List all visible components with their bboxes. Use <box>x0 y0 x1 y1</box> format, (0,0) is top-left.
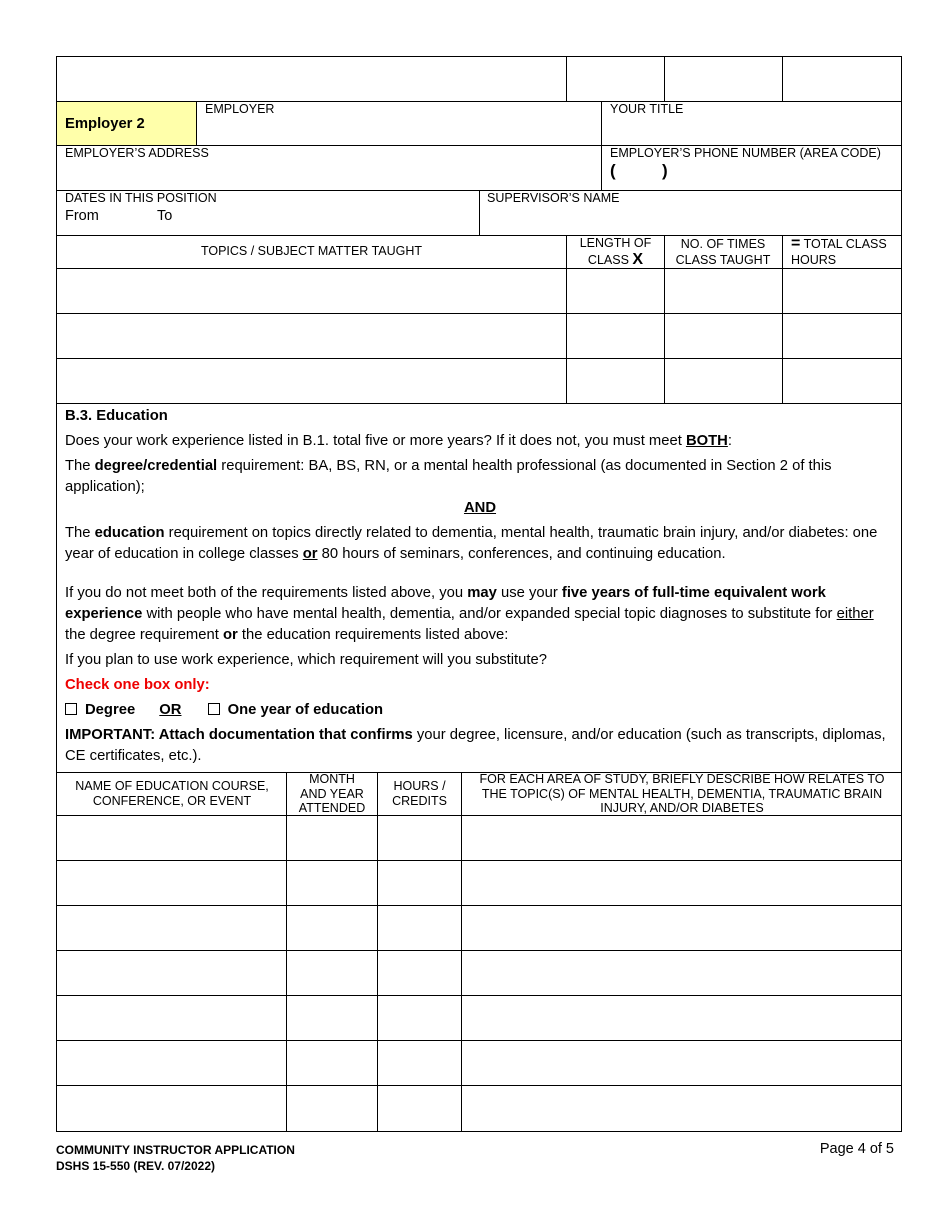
multiply-symbol: X <box>632 250 644 268</box>
month-year-cell[interactable] <box>287 951 377 995</box>
employer-2-tag-label: Employer 2 <box>65 116 145 132</box>
describe-cell[interactable] <box>462 906 901 950</box>
experience-question <box>65 431 895 452</box>
col-month-year-header <box>287 772 377 816</box>
important-bold: IMPORTANT: Attach documentation that confirms <box>65 727 413 743</box>
sub-post1: with people who have mental health, dementia, and/or expanded special topic diagnoses to substitute for <box>146 606 833 622</box>
hours-cell[interactable] <box>378 816 461 860</box>
employer-label: EMPLOYER <box>205 102 275 116</box>
col-topics-header: TOPICS / SUBJECT MATTER TAUGHT <box>200 244 423 258</box>
employer-phone-field[interactable] <box>610 146 900 189</box>
col-total-header <box>791 236 899 268</box>
edu-pre: The <box>65 525 91 541</box>
degree-option-label: Degree <box>85 702 136 718</box>
experience-question-text: Does your work experience listed in B.1. total five or more years? If it does not, you must meet <box>65 433 682 449</box>
course-name-cell[interactable] <box>57 861 286 905</box>
course-name-cell[interactable] <box>57 816 286 860</box>
rule <box>566 56 567 101</box>
degree-bold: degree/credential <box>94 458 218 474</box>
sub-post2: the degree requirement <box>65 627 219 643</box>
col-times-header: NO. OF TIMES CLASS TAUGHT <box>675 237 771 267</box>
employer-field[interactable] <box>205 102 595 144</box>
to-label: To <box>157 208 173 224</box>
footer-title: COMMUNITY INSTRUCTOR APPLICATION <box>56 1143 295 1157</box>
times-cell[interactable] <box>665 269 782 313</box>
col-course-name-header: NAME OF EDUCATION COURSE, CONFERENCE, OR EVENT <box>75 779 269 808</box>
describe-cell[interactable] <box>462 861 901 905</box>
supervisor-name-label: SUPERVISOR’S NAME <box>487 191 620 205</box>
degree-post: requirement: BA, BS, RN, or a mental health professional (as documented in Section 2 of this application); <box>65 458 832 495</box>
month-year-cell[interactable] <box>287 861 377 905</box>
col-hours-line2: CREDITS <box>392 793 447 808</box>
supervisor-name-field[interactable] <box>487 191 897 234</box>
course-name-cell[interactable] <box>57 1086 286 1131</box>
your-title-field[interactable] <box>610 102 895 144</box>
one-year-option-label: One year of education <box>227 702 384 718</box>
times-cell[interactable] <box>665 314 782 358</box>
topic-cell[interactable] <box>57 269 566 313</box>
rule <box>601 101 602 190</box>
sub-either: either <box>836 606 874 622</box>
employer-phone-label: EMPLOYER’S PHONE NUMBER (AREA CODE) <box>610 146 881 160</box>
important-note <box>65 725 895 767</box>
equals-symbol: = <box>791 235 801 252</box>
hours-cell[interactable] <box>378 996 461 1040</box>
dates-in-position-label: DATES IN THIS POSITION <box>65 191 217 205</box>
edu-or: or <box>302 546 318 562</box>
sub-may: may <box>467 585 497 601</box>
month-year-cell[interactable] <box>287 816 377 860</box>
substitution-options <box>65 700 895 721</box>
plan-question: If you plan to use work experience, which requirement will you substitute? <box>65 652 547 668</box>
col-length-line2-wrap <box>567 252 664 269</box>
education-requirement <box>65 523 895 565</box>
length-cell[interactable] <box>567 269 664 313</box>
or-separator: OR <box>159 702 182 718</box>
rule <box>782 56 783 101</box>
rule <box>56 235 902 236</box>
important-rest: your degree, licensure, and/or education (such as transcripts, diplomas, CE certificates, etc.). <box>65 727 886 764</box>
phone-paren-open: ( <box>610 161 616 180</box>
from-label: From <box>65 208 99 224</box>
hours-cell[interactable] <box>378 1041 461 1085</box>
employer-2-tag <box>57 102 196 145</box>
course-name-cell[interactable] <box>57 906 286 950</box>
course-name-cell[interactable] <box>57 996 286 1040</box>
sub-bold: five years of full-time equivalent work experience <box>65 585 826 622</box>
edu-post1: requirement on topics directly related to dementia, mental health, traumatic brain injury, and/or diabetes: one year of education in college classes <box>65 525 878 562</box>
degree-checkbox[interactable] <box>65 703 77 715</box>
rule <box>56 403 902 404</box>
total-cell[interactable] <box>783 359 901 403</box>
topic-cell[interactable] <box>57 359 566 403</box>
month-year-cell[interactable] <box>287 1041 377 1085</box>
hours-cell[interactable] <box>378 906 461 950</box>
rule <box>664 56 665 101</box>
month-year-cell[interactable] <box>287 906 377 950</box>
both-emphasis: BOTH <box>685 433 728 449</box>
col-total-text: TOTAL CLASS HOURS <box>791 237 887 267</box>
employer-address-label: EMPLOYER’S ADDRESS <box>65 146 209 160</box>
edu-post2: 80 hours of seminars, conferences, and continuing education. <box>321 546 726 562</box>
total-cell[interactable] <box>783 269 901 313</box>
footer-form-info <box>56 1143 295 1174</box>
hours-cell[interactable] <box>378 951 461 995</box>
page-number: Page 4 of 5 <box>819 1141 894 1157</box>
describe-cell[interactable] <box>462 996 901 1040</box>
describe-cell[interactable] <box>462 816 901 860</box>
sub-or: or <box>222 627 238 643</box>
education-section <box>65 406 895 767</box>
month-year-cell[interactable] <box>287 996 377 1040</box>
edu-bold: education <box>94 525 165 541</box>
employer-address-field[interactable] <box>65 146 595 189</box>
month-year-cell[interactable] <box>287 1086 377 1131</box>
col-length-header <box>567 236 664 268</box>
degree-pre: The <box>65 458 91 474</box>
col-hours-header <box>378 779 461 808</box>
col-month-line2: AND YEAR <box>300 786 364 801</box>
col-length-line1: LENGTH OF <box>579 236 652 250</box>
education-heading: B.3. Education <box>65 408 168 424</box>
one-year-education-checkbox[interactable] <box>208 703 220 715</box>
dates-in-position-field[interactable] <box>65 191 475 234</box>
experience-question-colon: : <box>727 433 732 449</box>
length-cell[interactable] <box>567 314 664 358</box>
length-cell[interactable] <box>567 359 664 403</box>
check-one-note: Check one box only: <box>65 677 210 693</box>
and-divider: AND <box>463 500 497 516</box>
times-cell[interactable] <box>665 359 782 403</box>
your-title-label: YOUR TITLE <box>610 102 684 116</box>
col-describe-header: FOR EACH AREA OF STUDY, BRIEFLY DESCRIBE HOW RELATES TO THE TOPIC(S) OF MENTAL HEALTH, DEMENTIA, TRAUMATIC BRAIN INJURY, AND/OR DIABETES <box>479 772 885 815</box>
phone-paren-close: ) <box>662 161 668 180</box>
col-month-line1: MONTH <box>309 772 355 786</box>
col-hours-line1: HOURS / <box>393 779 446 793</box>
col-length-line2: CLASS <box>587 252 629 267</box>
describe-cell[interactable] <box>462 951 901 995</box>
total-cell[interactable] <box>783 314 901 358</box>
describe-cell[interactable] <box>462 1086 901 1131</box>
rule <box>479 190 480 235</box>
course-name-cell[interactable] <box>57 1041 286 1085</box>
substitution-paragraph <box>65 583 895 646</box>
rule <box>196 101 197 145</box>
col-month-line3: ATTENDED <box>298 801 366 815</box>
sub-pre: If you do not meet both of the requirements listed above, you <box>65 585 464 601</box>
sub-mid: use your <box>501 585 558 601</box>
topic-cell[interactable] <box>57 314 566 358</box>
course-name-cell[interactable] <box>57 951 286 995</box>
footer-form-number: DSHS 15-550 (REV. 07/2022) <box>56 1158 215 1173</box>
degree-requirement <box>65 456 895 498</box>
hours-cell[interactable] <box>378 1086 461 1131</box>
sub-post3: the education requirements listed above: <box>241 627 509 643</box>
describe-cell[interactable] <box>462 1041 901 1085</box>
hours-cell[interactable] <box>378 861 461 905</box>
